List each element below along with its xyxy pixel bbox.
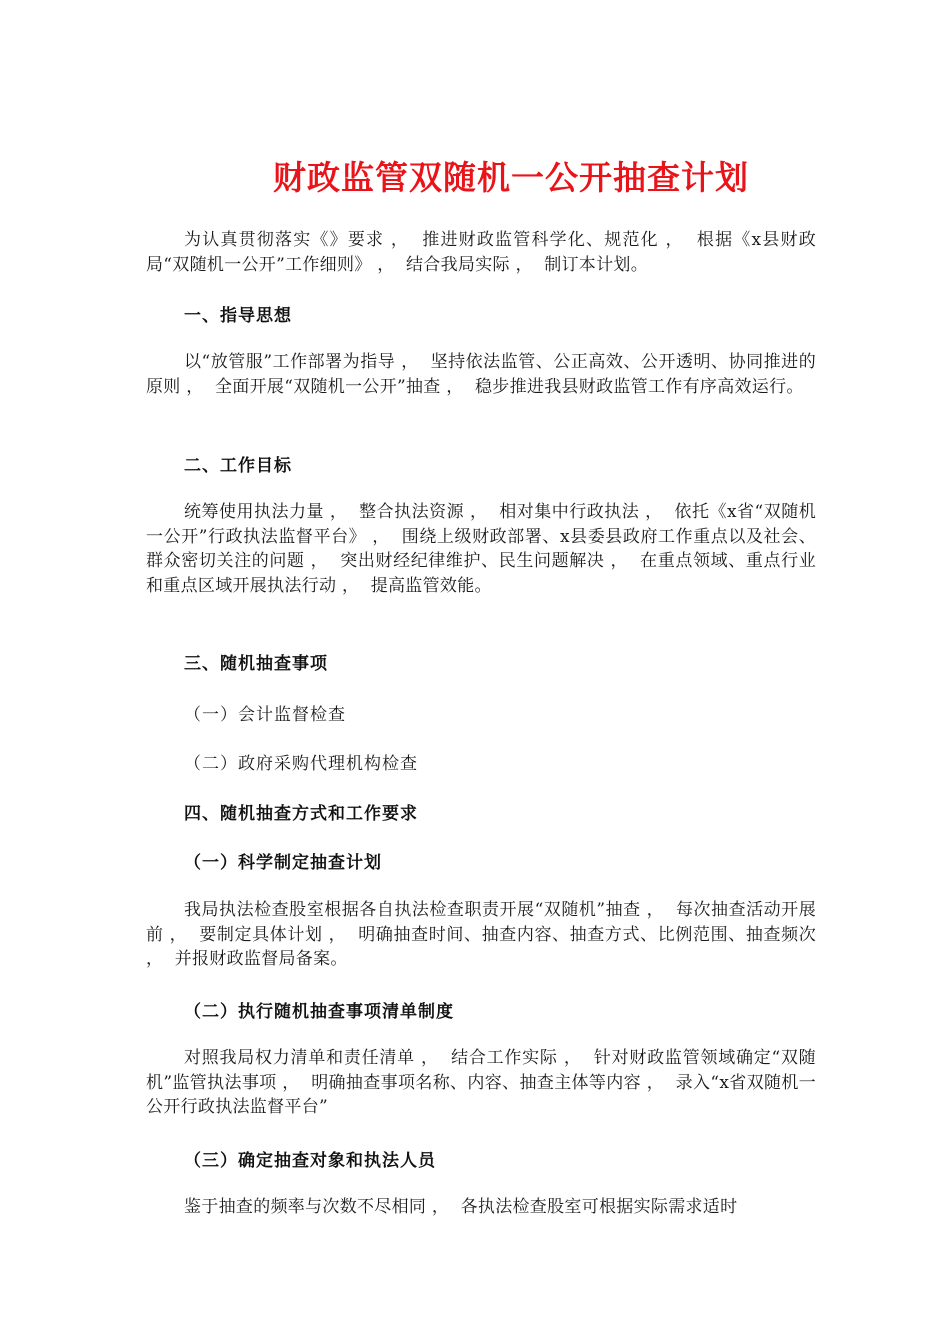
section-3-item-2: （二）政府采购代理机构检查 [184,754,418,774]
section-4-sub-3-heading: （三）确定抽查对象和执法人员 [184,1151,436,1171]
document-title: 财政监管双随机一公开抽查计划 [273,158,749,197]
section-4-sub-1-heading: （一）科学制定抽查计划 [184,853,382,873]
section-3-heading: 三、随机抽查事项 [184,654,328,674]
intro-paragraph: 为认真贯彻落实《》要求 ， 推进财政监管科学化、规范化 ， 根据《x县财政局“双随机一公开”工作细则》 ， 结合我局实际 ， 制订本计划。 [146,230,816,275]
section-4-heading: 四、随机抽查方式和工作要求 [184,804,418,824]
section-1-heading: 一、指导思想 [184,306,292,326]
section-3-item-1: （一）会计监督检查 [184,705,346,725]
section-1-body: 以“放管服”工作部署为指导 ， 坚持依法监管、公正高效、公开透明、协同推进的原则 ， 全面开展“双随机一公开”抽查 ， 稳步推进我县财政监管工作有序高效运行。 [146,352,816,397]
section-4-sub-2-heading: （二）执行随机抽查事项清单制度 [184,1002,454,1022]
section-4-sub-3-body: 鉴于抽查的频率与次数不尽相同 ， 各执法检查股室可根据实际需求适时 [184,1197,738,1217]
section-2-body: 统筹使用执法力量 ， 整合执法资源 ， 相对集中行政执法 ， 依托《x省“双随机一公开”行政执法监督平台》 ， 围绕上级财政部署、x县委县政府工作重点以及社会、群众密切关注的问题 ， 突出财经纪律维护、民生问题解决 ， 在重点领域、重点行业和重点区域开展执法行动 ， 提高监管效能。 [146,502,816,596]
section-2-heading: 二、工作目标 [184,456,292,476]
section-4-sub-2-body: 对照我局权力清单和责任清单 ， 结合工作实际 ， 针对财政监管领域确定“双随机”监管执法事项 ， 明确抽查事项名称、内容、抽查主体等内容 ， 录入“x省双随机一公开行政执法监督平台” [146,1048,816,1117]
section-4-sub-1-body: 我局执法检查股室根据各自执法检查职责开展“双随机”抽查 ， 每次抽查活动开展前 ， 要制定具体计划 ， 明确抽查时间、抽查内容、抽查方式、比例范围、抽查频次 ， 并报财政监督局备案。 [146,900,822,969]
